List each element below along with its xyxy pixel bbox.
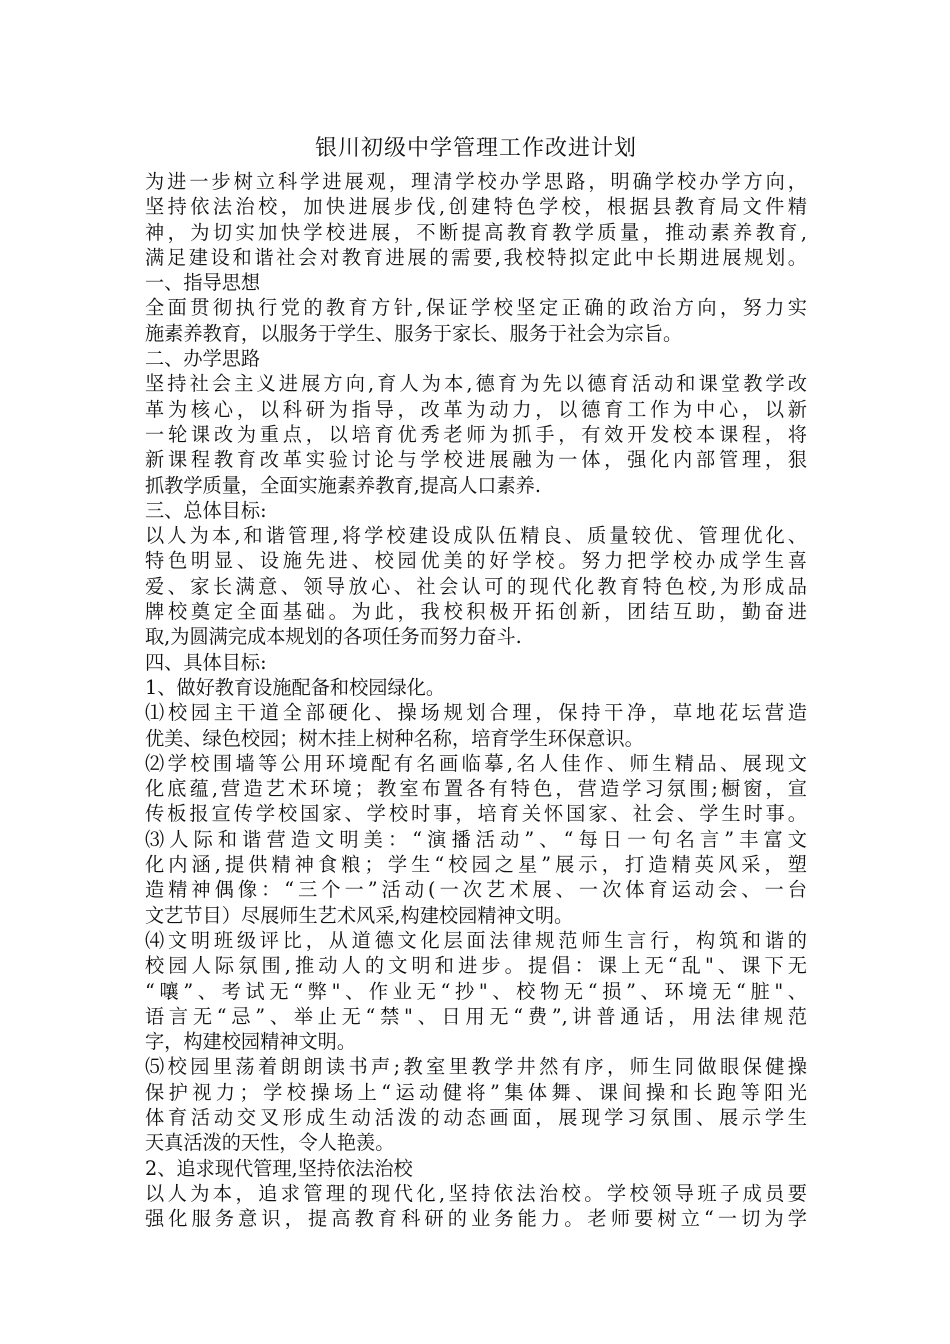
text-line: ⑴校园主干道全部硬化、操场规划合理，保持干净，草地花坛营造	[145, 701, 807, 725]
text-line: 1、做好教育设施配备和校园绿化。	[145, 675, 446, 699]
text-line: 全面贯彻执行党的教育方针,保证学校坚定正确的政治方向，努力实	[145, 296, 807, 320]
text-line: 抓教学质量，全面实施素养教育,提高人口素养.	[145, 473, 541, 497]
text-line: 满足建设和谐社会对教育进展的需要,我校特拟定此中长期进展规划。	[145, 245, 807, 269]
text-line: 一、指导思想	[145, 271, 261, 295]
text-line: 传板报宣传学校国家、学校时事，培育关怀国家、社会、学生时事。	[145, 802, 807, 826]
text-line: 取,为圆满完成本规划的各项任务而努力奋斗.	[145, 625, 522, 649]
text-line: 校园人际氛围,推动人的文明和进步。提倡：课上无“乱"、课下无	[145, 954, 807, 978]
text-line: ⑸校园里荡着朗朗读书声;教室里教学井然有序，师生同做眼保健操	[145, 1055, 807, 1079]
text-line: 体育活动交叉形成生动活泼的动态画面，展现学习氛围、展示学生	[145, 1105, 807, 1129]
text-line: 三、总体目标:	[145, 498, 267, 522]
text-line: 化底蕴,营造艺术环境；教室布置各有特色，营造学习氛围;橱窗，宣	[145, 777, 807, 801]
text-line: 特色明显、设施先进、校园优美的好学校。努力把学校办成学生喜	[145, 549, 807, 573]
text-line: “嚷”、考试无“弊"、作业无“抄"、校物无“损”、环境无“脏"、	[145, 979, 807, 1003]
text-line: 强化服务意识，提高教育科研的业务能力。老师要树立“一切为学	[145, 1207, 807, 1231]
text-line: 为进一步树立科学进展观，理清学校办学思路，明确学校办学方向，	[145, 170, 807, 193]
text-line: 文艺节目）尽展师生艺术风采,构建校园精神文明。	[145, 903, 574, 927]
text-line: 新课程教育改革实验讨论与学校进展融为一体，强化内部管理，狠	[145, 448, 807, 472]
text-line: 神，为切实加快学校进展，不断提高教育教学质量，推动素养教育,	[145, 220, 807, 244]
text-line: 天真活泼的天性，令人艳羡。	[145, 1131, 395, 1155]
text-line: 以人为本，追求管理的现代化,坚持依法治校。学校领导班子成员要	[145, 1181, 807, 1205]
text-line: 字，构建校园精神文明。	[145, 1030, 357, 1054]
document-title: 银川初级中学管理工作改进计划	[314, 136, 637, 161]
text-line: 施素养教育，以服务于学生、服务于家长、服务于社会为宗旨。	[145, 321, 683, 345]
text-line: 2、追求现代管理,坚持依法治校	[145, 1156, 413, 1180]
text-line: 二、办学思路	[145, 347, 261, 371]
text-line: 爱、家长满意、领导放心、社会认可的现代化教育特色校,为形成品	[145, 574, 807, 598]
text-line: 革为核心，以科研为指导，改革为动力，以德育工作为中心，以新	[145, 397, 807, 421]
text-line: 化内涵,提供精神食粮；学生“校园之星”展示，打造精英风采，塑	[145, 853, 807, 877]
text-line: 四、具体目标:	[145, 650, 267, 674]
text-line: 以人为本,和谐管理,将学校建设成队伍精良、质量较优、管理优化、	[145, 524, 807, 548]
text-line: ⑶人际和谐营造文明美：“演播活动”、“每日一句名言”丰富文	[145, 827, 807, 851]
text-line: 保护视力；学校操场上“运动健将”集体舞、课间操和长跑等阳光	[145, 1080, 807, 1104]
text-line: 坚持依法治校，加快进展步伐,创建特色学校，根据县教育局文件精	[145, 195, 807, 219]
text-line: ⑷文明班级评比，从道德文化层面法律规范师生言行，构筑和谐的	[145, 928, 807, 952]
document-body	[145, 169, 807, 1231]
text-line: 优美、绿色校园；树木挂上树种名称，培育学生环保意识。	[145, 726, 644, 750]
text-line: 造精神偶像：“三个一”活动(一次艺术展、一次体育运动会、一台	[145, 878, 807, 902]
text-line: ⑵学校围墙等公用环境配有名画临摹,名人佳作、师生精品、展现文	[145, 751, 807, 775]
text-line: 语言无“忌”、举止无“禁"、日用无“费”,讲普通话，用法律规范	[145, 1004, 807, 1028]
text-line: 一轮课改为重点，以培育优秀老师为抓手，有效开发校本课程，将	[145, 422, 807, 446]
document-page	[145, 133, 807, 1231]
text-line: 坚持社会主义进展方向,育人为本,德育为先以德育活动和课堂教学改	[145, 372, 807, 396]
text-line: 牌校奠定全面基础。为此，我校积极开拓创新，团结互助，勤奋进	[145, 600, 807, 624]
